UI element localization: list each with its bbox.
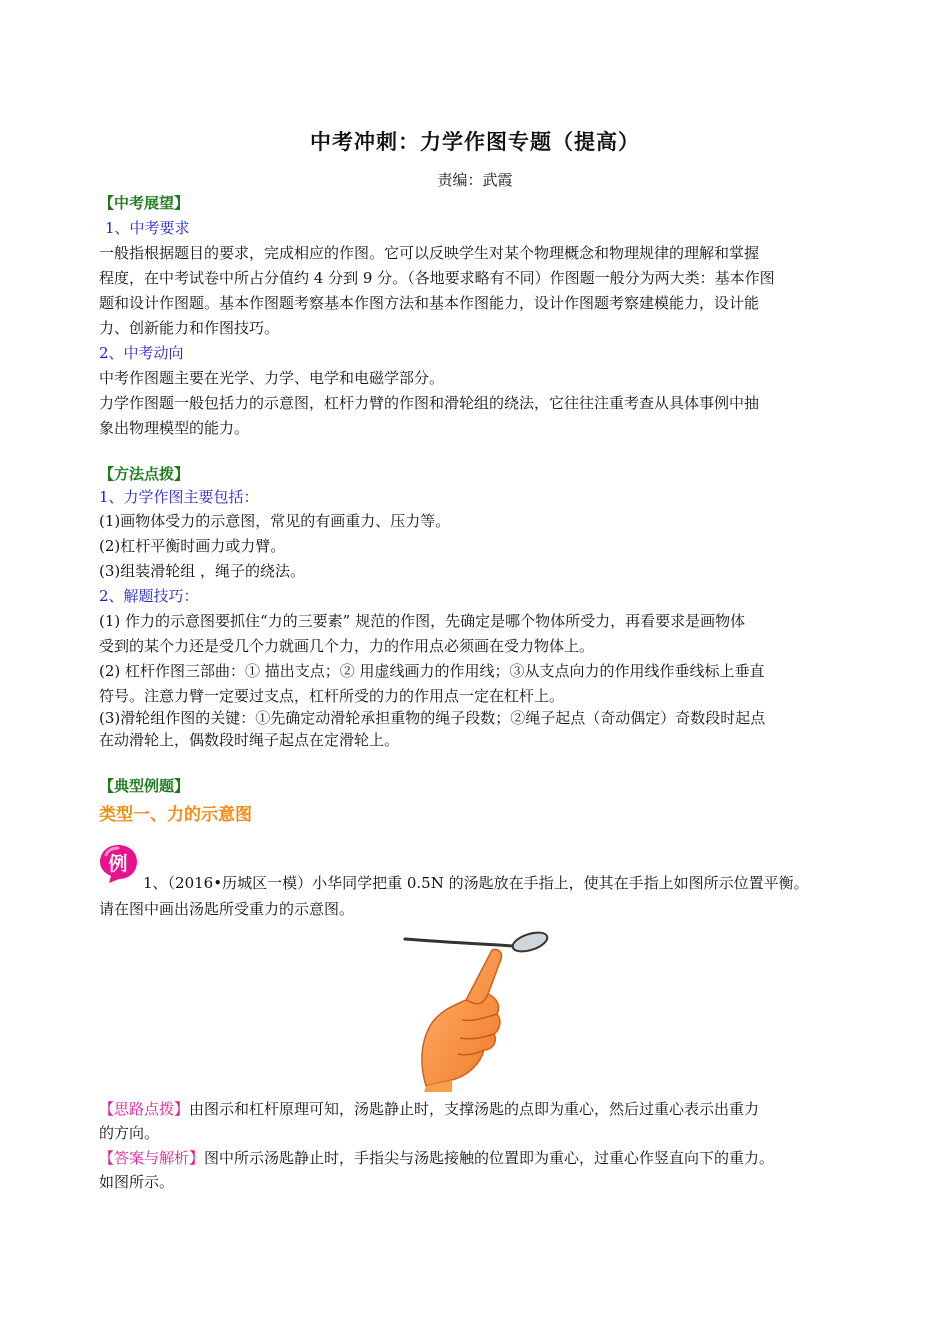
hand: [422, 949, 502, 1086]
paragraph-line: 中考作图题主要在光学、力学、电学和电磁学部分。: [99, 369, 445, 387]
paragraph-line: 程度，在中考试卷中所占分值约 4 分到 9 分。（各地要求略有不同）作图题一般分为两大类：基本作图: [99, 269, 775, 287]
editor-credit: 责编：武霞: [437, 171, 513, 189]
paragraph-line: 在动滑轮上，偶数段时绳子起点在定滑轮上。: [99, 731, 400, 749]
paragraph-line: 象出物理模型的能力。: [99, 419, 250, 437]
hint-text: 由图示和杠杆原理可知，汤匙静止时，支撑汤匙的点即为重心，然后过重心表示出重力: [189, 1100, 760, 1118]
paragraph-line: (1)画物体受力的示意图，常见的有画重力、压力等。: [99, 512, 451, 530]
paragraph-line: 受到的某个力还是受几个力就画几个力，力的作用点必须画在受力物体上。: [99, 637, 595, 655]
paragraph-line: (3)滑轮组作图的关键：①先确定动滑轮承担重物的绳子段数；②绳子起点（奇动偶定）奇数段时起点: [99, 709, 766, 727]
paragraph-line: (2)杠杆平衡时画力或力臂。: [99, 537, 286, 555]
answer-line-2: 如图所示。: [99, 1173, 175, 1191]
spoon-bowl: [510, 929, 549, 955]
subheading-includes: 1、力学作图主要包括：: [99, 488, 259, 506]
answer-line: [99, 1148, 859, 1168]
answer-tag: 【答案与解析】: [99, 1149, 205, 1167]
paragraph-line: 符号。注意力臂一定要过支点，杠杆所受的力的作用点一定在杠杆上。: [99, 687, 565, 705]
paragraph-line: 力、创新能力和作图技巧。: [99, 319, 280, 337]
section-heading-method: 【方法点拨】: [99, 465, 190, 483]
question-line: 1、（2016•历城区一模）小华同学把重 0.5N 的汤匙放在手指上，使其在手指上如图所示位置平衡。: [143, 874, 809, 892]
page-title: 中考冲刺：力学作图专题（提高）: [310, 130, 640, 154]
subheading-requirements: 1、中考要求: [105, 219, 190, 237]
paragraph-line: 一般指根据题目的要求，完成相应的作图。它可以反映学生对某个物理概念和物理规律的理解和掌握: [99, 244, 760, 262]
section-heading-outlook: 【中考展望】: [99, 194, 190, 212]
type-heading: 类型一、力的示意图: [99, 805, 252, 825]
hint-tag: 【思路点拨】: [99, 1100, 190, 1118]
spoon-handle: [405, 939, 514, 946]
hint-line: [99, 1099, 859, 1119]
paragraph-line: (2) 杠杆作图三部曲：① 描出支点；② 用虚线画力的作用线；③从支点向力的作用线作垂线标上垂直: [99, 662, 765, 680]
section-heading-examples: 【典型例题】: [99, 777, 190, 795]
subheading-trends: 2、中考动向: [99, 344, 184, 362]
paragraph-line: (3)组装滑轮组 ，绳子的绕法。: [99, 562, 306, 580]
example-badge-icon: [97, 842, 139, 884]
subheading-tips: 2、解题技巧：: [99, 587, 199, 605]
question-line: 请在图中画出汤匙所受重力的示意图。: [99, 900, 355, 918]
spoon-on-finger-image: [402, 926, 552, 1092]
paragraph-line: (1) 作力的示意图要抓住“力的三要素” 规范的作图，先确定是哪个物体所受力，再看要求是画物体: [99, 612, 746, 630]
badge-text: 例: [108, 853, 128, 875]
hint-line-2: 的方向。: [99, 1124, 160, 1142]
paragraph-line: 力学作图题一般包括力的示意图，杠杆力臂的作图和滑轮组的绕法，它往往注重考查从具体事例中抽: [99, 394, 760, 412]
answer-text: 图中所示汤匙静止时，手指尖与汤匙接触的位置即为重心，过重心作竖直向下的重力。: [204, 1149, 775, 1167]
paragraph-line: 题和设计作图题。基本作图题考察基本作图方法和基本作图能力，设计作图题考察建模能力，设计能: [99, 294, 760, 312]
